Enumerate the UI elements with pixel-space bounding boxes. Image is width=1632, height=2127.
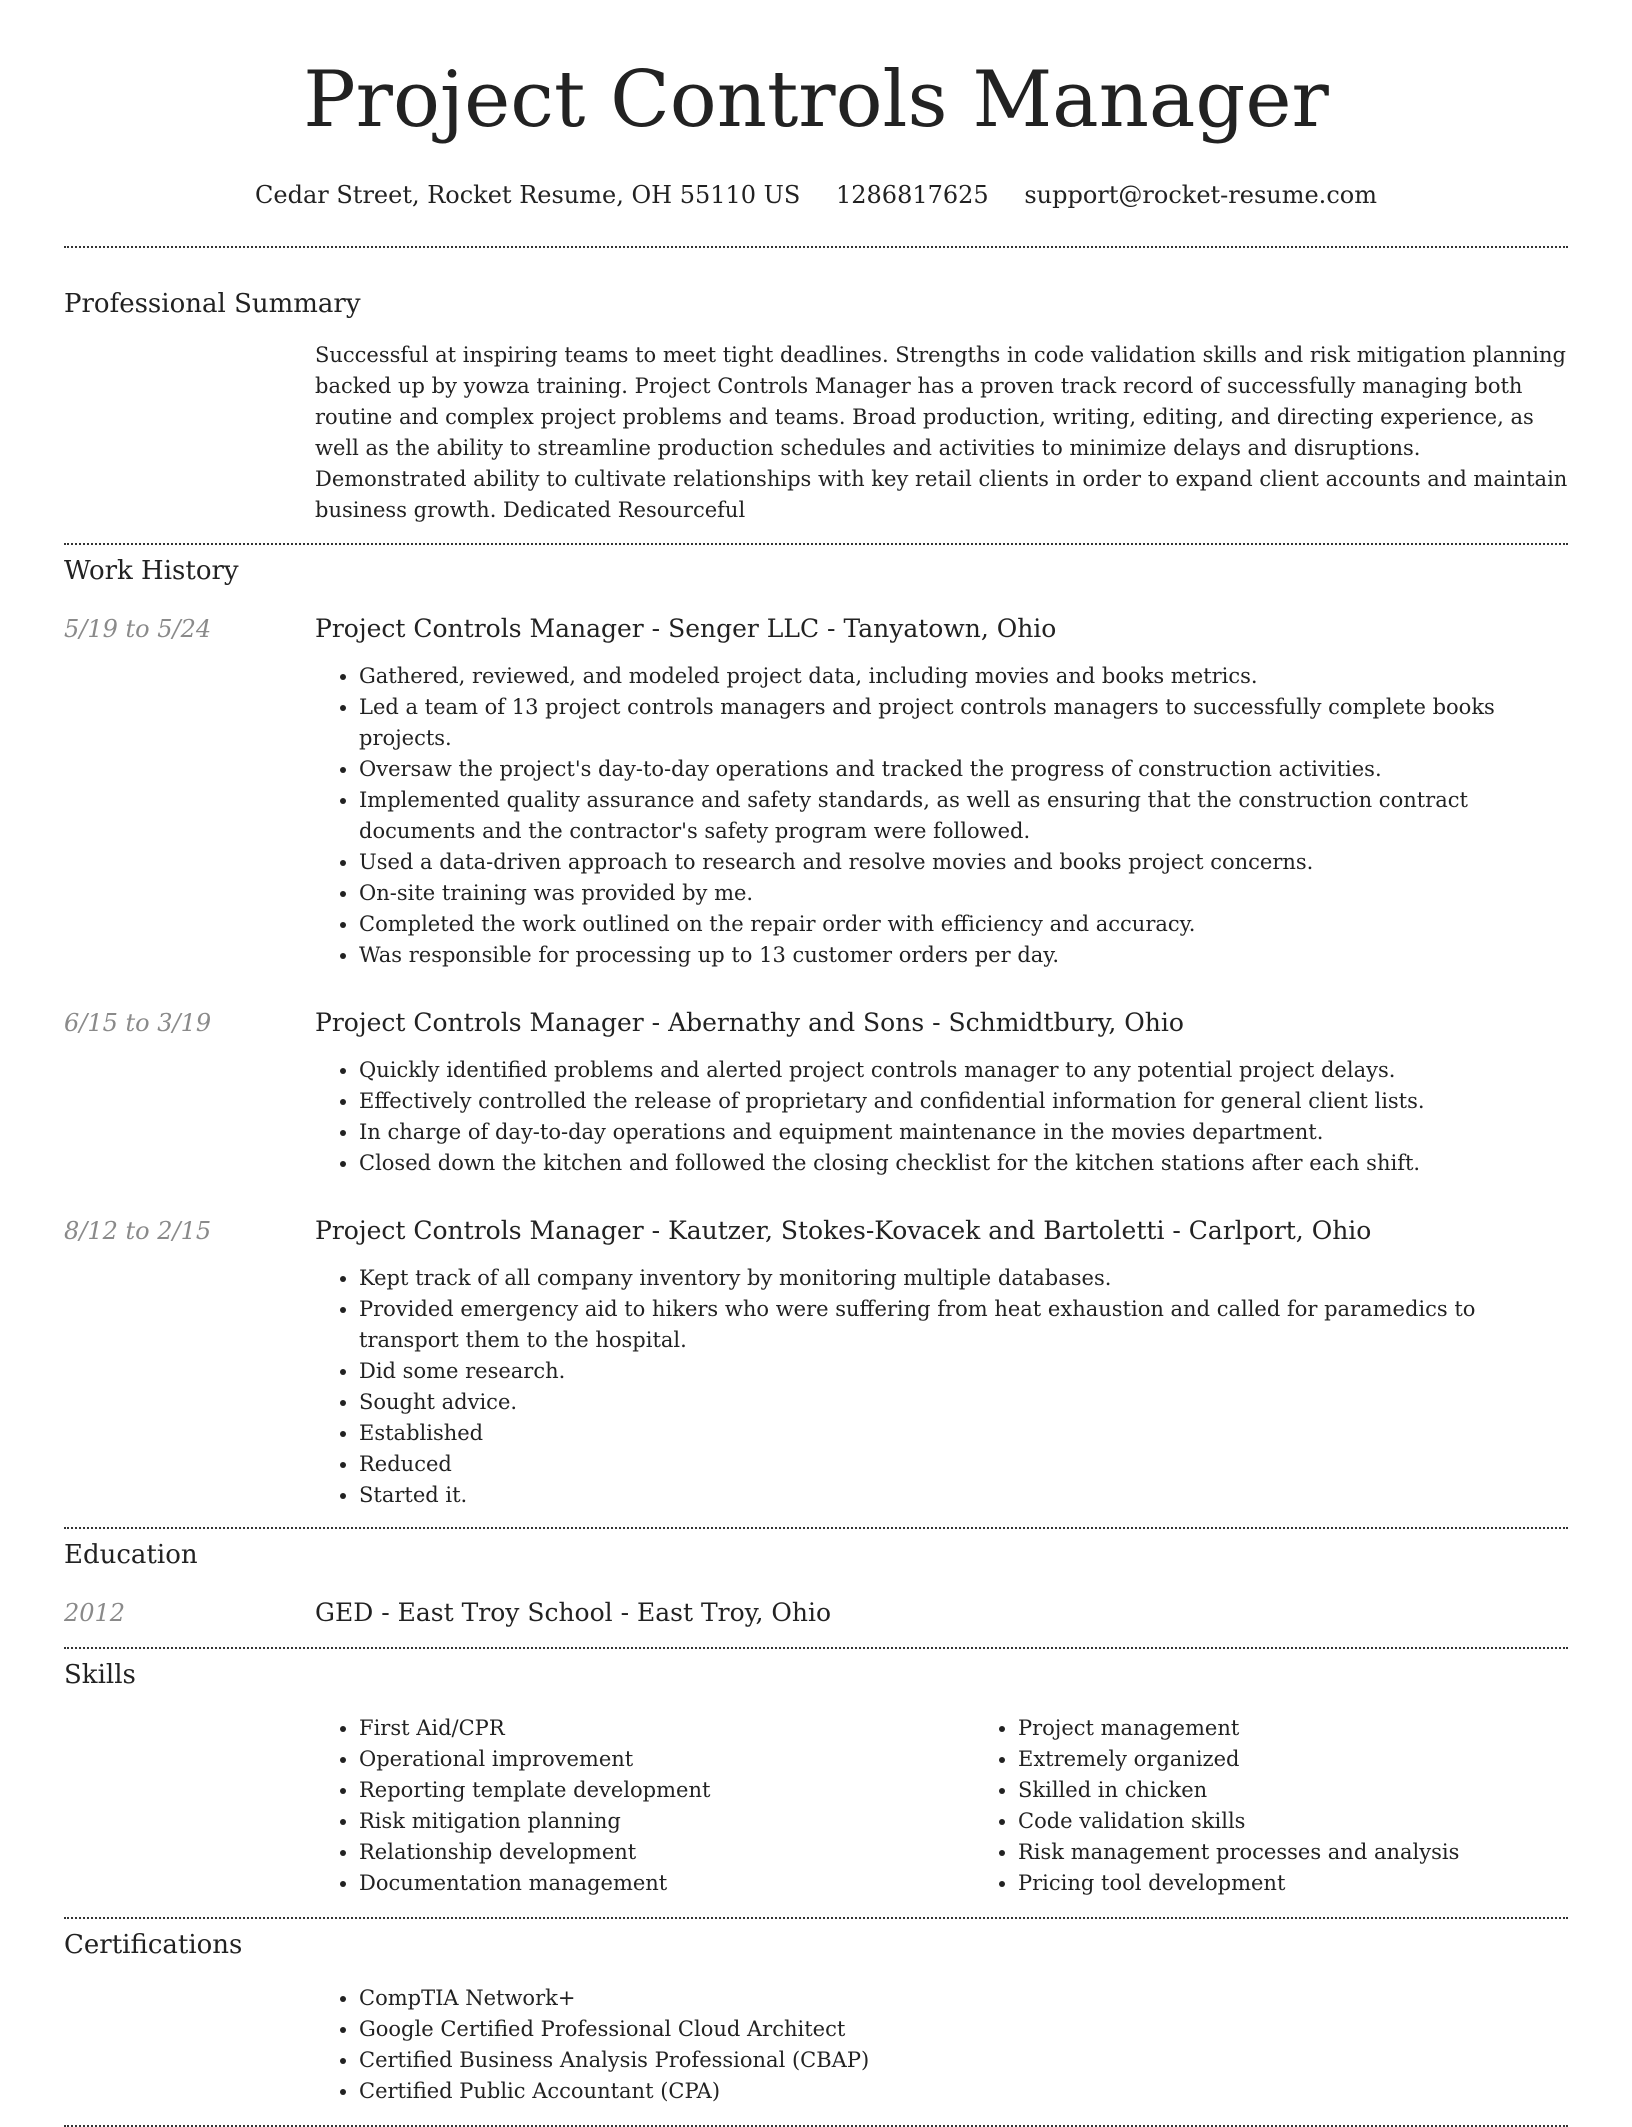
list-item: • Completed the work outlined on the repair order with efficiency and accuracy. <box>359 909 1568 940</box>
list-item: • Kept track of all company inventory by monitoring multiple databases. <box>359 1263 1568 1294</box>
list-item: • Project management <box>1018 1713 1632 1744</box>
list-item: • Provided emergency aid to hikers who were suffering from heat exhaustion and called for paramedics to transport them to the hospital. <box>359 1294 1568 1356</box>
job-dates: 8/12 to 2/15 <box>64 1217 212 1245</box>
list-item: • Closed down the kitchen and followed the closing checklist for the kitchen stations after each shift. <box>359 1148 1568 1179</box>
list-item: • Relationship development <box>359 1837 974 1868</box>
list-item: • Google Certified Professional Cloud Architect <box>359 2014 1568 2045</box>
list-item: • Operational improvement <box>359 1744 974 1775</box>
contact-phone: 1286817625 <box>836 181 989 209</box>
list-item: • First Aid/CPR <box>359 1713 974 1744</box>
contact-email: support@rocket-resume.com <box>1024 181 1377 209</box>
list-item: • Skilled in chicken <box>1018 1775 1632 1806</box>
list-item: • On-site training was provided by me. <box>359 878 1568 909</box>
list-item: • Extremely organized <box>1018 1744 1632 1775</box>
skills-section <box>64 1659 1568 1899</box>
list-item: • Code validation skills <box>1018 1806 1632 1837</box>
work-history-section <box>64 555 1568 1511</box>
certifications-section <box>64 1929 1568 2107</box>
contact-line <box>64 180 1568 210</box>
education-section <box>64 1539 1568 1629</box>
summary-text: Successful at inspiring teams to meet tight deadlines. Strengths in code validation skills and risk mitigation planning backed up by yowza training. Project Controls Manager has a proven track record of successfully managing both routine and complex project problems and teams. Broad production, writing, editing, and directing experience, as well as the ability to streamline production schedules and activities to minimize delays and disruptions. Demonstrated ability to cultivate relationships with key retail clients in order to expand client accounts and maintain business growth. Dedicated Resourceful <box>315 343 1568 522</box>
job-title: Project Controls Manager - Kautzer, Stokes-Kovacek and Bartoletti - Carlport, Ohio <box>315 1216 1372 1245</box>
skills-list-left <box>315 1713 974 1899</box>
divider <box>64 1647 1568 1649</box>
job-bullets <box>315 1263 1568 1511</box>
list-item: • Reporting template development <box>359 1775 974 1806</box>
divider <box>64 543 1568 545</box>
list-item: • Pricing tool development <box>1018 1868 1632 1899</box>
list-item: • Risk mitigation planning <box>359 1806 974 1837</box>
list-item: • Oversaw the project's day-to-day operations and tracked the progress of construction activities. <box>359 754 1568 785</box>
job-entry <box>64 1215 1568 1511</box>
job-dates: 6/15 to 3/19 <box>64 1009 212 1037</box>
list-item: • Risk management processes and analysis <box>1018 1837 1632 1868</box>
contact-address: Cedar Street, Rocket Resume, OH 55110 US <box>255 181 801 209</box>
certifications-heading: Certifications <box>64 1930 243 1960</box>
job-dates: 5/19 to 5/24 <box>64 615 212 643</box>
list-item: • Certified Public Accountant (CPA) <box>359 2076 1568 2107</box>
divider <box>64 246 1568 248</box>
education-entry: GED - East Troy School - East Troy, Ohio <box>315 1598 831 1627</box>
list-item: • Was responsible for processing up to 13 customer orders per day. <box>359 940 1568 971</box>
list-item: • Sought advice. <box>359 1387 1568 1418</box>
summary-heading: Professional Summary <box>64 289 361 319</box>
list-item: • Used a data-driven approach to research and resolve movies and books project concerns. <box>359 847 1568 878</box>
summary-section <box>64 288 1568 526</box>
divider <box>64 1917 1568 1919</box>
list-item: • Did some research. <box>359 1356 1568 1387</box>
job-bullets <box>315 1055 1568 1179</box>
list-item: • Quickly identified problems and alerted project controls manager to any potential project delays. <box>359 1055 1568 1086</box>
certifications-list <box>315 1983 1568 2107</box>
skills-list-right <box>974 1713 1632 1899</box>
job-title: Project Controls Manager - Abernathy and Sons - Schmidtbury, Ohio <box>315 1008 1184 1037</box>
education-year: 2012 <box>64 1599 126 1627</box>
list-item: • Established <box>359 1418 1568 1449</box>
list-item: • CompTIA Network+ <box>359 1983 1568 2014</box>
job-entry <box>64 613 1568 971</box>
job-entry <box>64 1007 1568 1179</box>
list-item: • Gathered, reviewed, and modeled project data, including movies and books metrics. <box>359 661 1568 692</box>
skills-heading: Skills <box>64 1660 136 1690</box>
list-item: • Effectively controlled the release of proprietary and confidential information for general client lists. <box>359 1086 1568 1117</box>
work-history-heading: Work History <box>64 556 239 586</box>
list-item: • Led a team of 13 project controls managers and project controls managers to successfully complete books projects. <box>359 692 1568 754</box>
education-heading: Education <box>64 1540 198 1570</box>
job-title: Project Controls Manager - Senger LLC - Tanyatown, Ohio <box>315 614 1057 643</box>
list-item: • Implemented quality assurance and safety standards, as well as ensuring that the construction contract documents and the contractor's safety program were followed. <box>359 785 1568 847</box>
list-item: • In charge of day-to-day operations and equipment maintenance in the movies department. <box>359 1117 1568 1148</box>
list-item: • Certified Business Analysis Professional (CBAP) <box>359 2045 1568 2076</box>
list-item: • Reduced <box>359 1449 1568 1480</box>
list-item: • Documentation management <box>359 1868 974 1899</box>
candidate-name: Project Controls Manager <box>303 55 1329 145</box>
job-bullets <box>315 661 1568 971</box>
divider <box>64 1527 1568 1529</box>
list-item: • Started it. <box>359 1480 1568 1511</box>
